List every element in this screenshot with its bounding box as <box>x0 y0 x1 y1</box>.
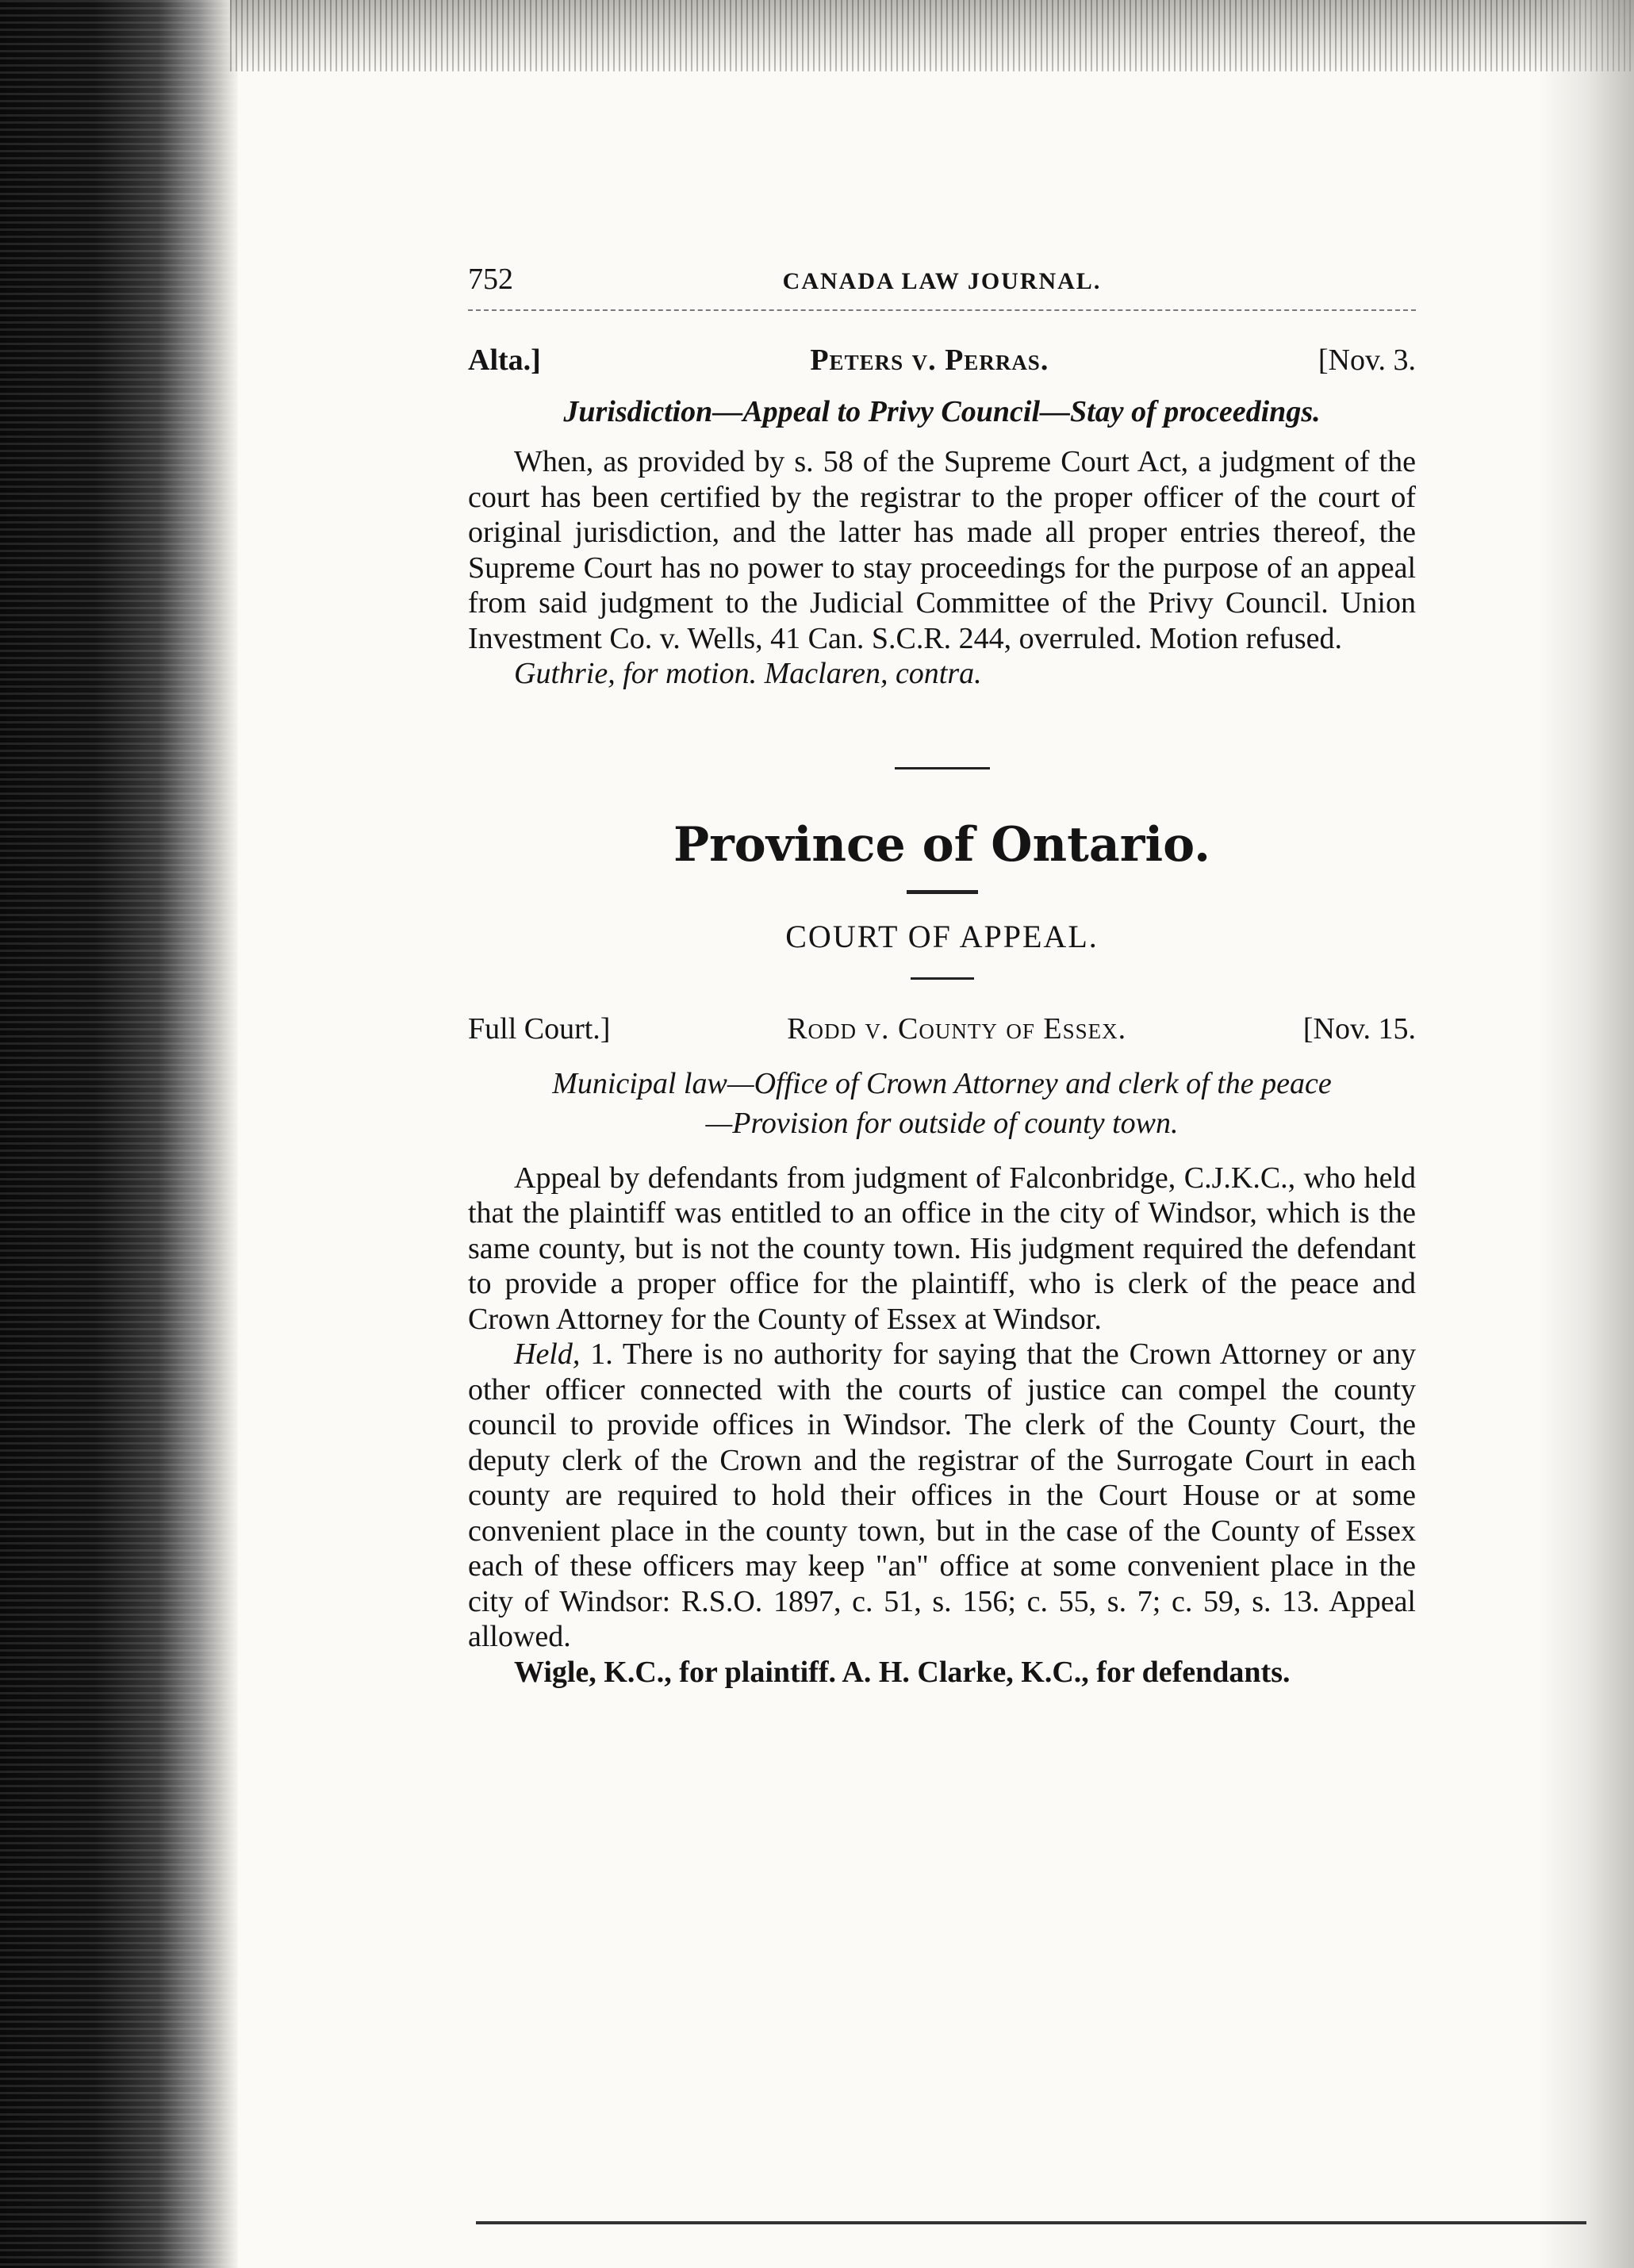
page-number: 752 <box>468 263 513 296</box>
case2-held-text: 1. There is no authority for saying that the Crown Attorney or any other officer connected with the courts of justice can compel the county council to provide offices in Windsor. The clerk of the County Court, the deputy clerk of the Crown and the registrar of the Surrogate Court in each county are required to hold their offices in the Court House or at some convenient place in the county town, but in the case of the County of Essex each of these officers may keep "an" office at some convenient place in the city of Windsor: R.S.O. 1897, c. 51, s. 156; c. 55, s. 7; c. 59, s. 13. Appeal allowed. <box>468 1337 1417 1653</box>
case2-headnote-line1: Municipal law—Office of Crown Attorney and clerk of the peace <box>552 1066 1332 1100</box>
case1-date: [Nov. 3. <box>1318 343 1416 377</box>
book-binding-shadow <box>0 0 238 2268</box>
case2-headnote <box>468 1064 1416 1143</box>
court-heading: COURT OF APPEAL. <box>785 918 1099 954</box>
scan-edge-noise-top <box>230 0 1634 71</box>
case1-heading <box>468 343 1416 378</box>
case2-held <box>468 1337 1416 1655</box>
case2-date: [Nov. 15. <box>1302 1011 1416 1046</box>
province-rule <box>907 890 978 894</box>
case2-body: Appeal by defendants from judgment of Falconbridge, C.J.K.C., who held that the plaintiff was entitled to an office in the city of Windsor, which is the same county, but is not the county town. His judgment required the defendant to provide a proper office for the plaintiff, who is clerk of the peace and Crown Attorney for the County of Essex at Windsor. <box>468 1161 1416 1336</box>
case1-court: Alta.] <box>468 343 541 377</box>
case2-court: Full Court.] <box>468 1011 611 1046</box>
running-head <box>468 262 1416 311</box>
section-divider <box>895 767 990 769</box>
court-rule <box>911 977 974 980</box>
journal-title: CANADA LAW JOURNAL. <box>782 268 1102 294</box>
province-heading: Province of Ontario. <box>673 816 1211 873</box>
case2-held-label: Held, <box>514 1337 581 1371</box>
case1-headnote: Jurisdiction—Appeal to Privy Council—Stay of proceedings. <box>563 395 1321 428</box>
scan-edge-shadow-right <box>1539 0 1634 2268</box>
case1-name: Peters v. Perras. <box>810 343 1049 377</box>
case1-body: When, as provided by s. 58 of the Supreme Court Act, a judgment of the court has been certified by the registrar to the proper officer of the court of original jurisdiction, and the latter has made all proper entries thereof, the Supreme Court has no power to stay proceedings for the purpose of an appeal from said judgment to the Judicial Committee of the Privy Council. Union Investment Co. v. Wells, 41 Can. S.C.R. 244, overruled. Motion refused. <box>468 445 1416 655</box>
case2-counsel: Wigle, K.C., for plaintiff. A. H. Clarke, K.C., for defendants. <box>514 1655 1291 1689</box>
page-bottom-edge <box>476 2221 1586 2224</box>
case2-heading <box>468 1011 1416 1046</box>
journal-page <box>468 262 1416 1690</box>
case2-name: Rodd v. County of Essex. <box>787 1011 1127 1046</box>
case2-headnote-line2: —Provision for outside of county town. <box>705 1106 1179 1140</box>
case1-counsel: Guthrie, for motion. Maclaren, contra. <box>514 657 982 690</box>
